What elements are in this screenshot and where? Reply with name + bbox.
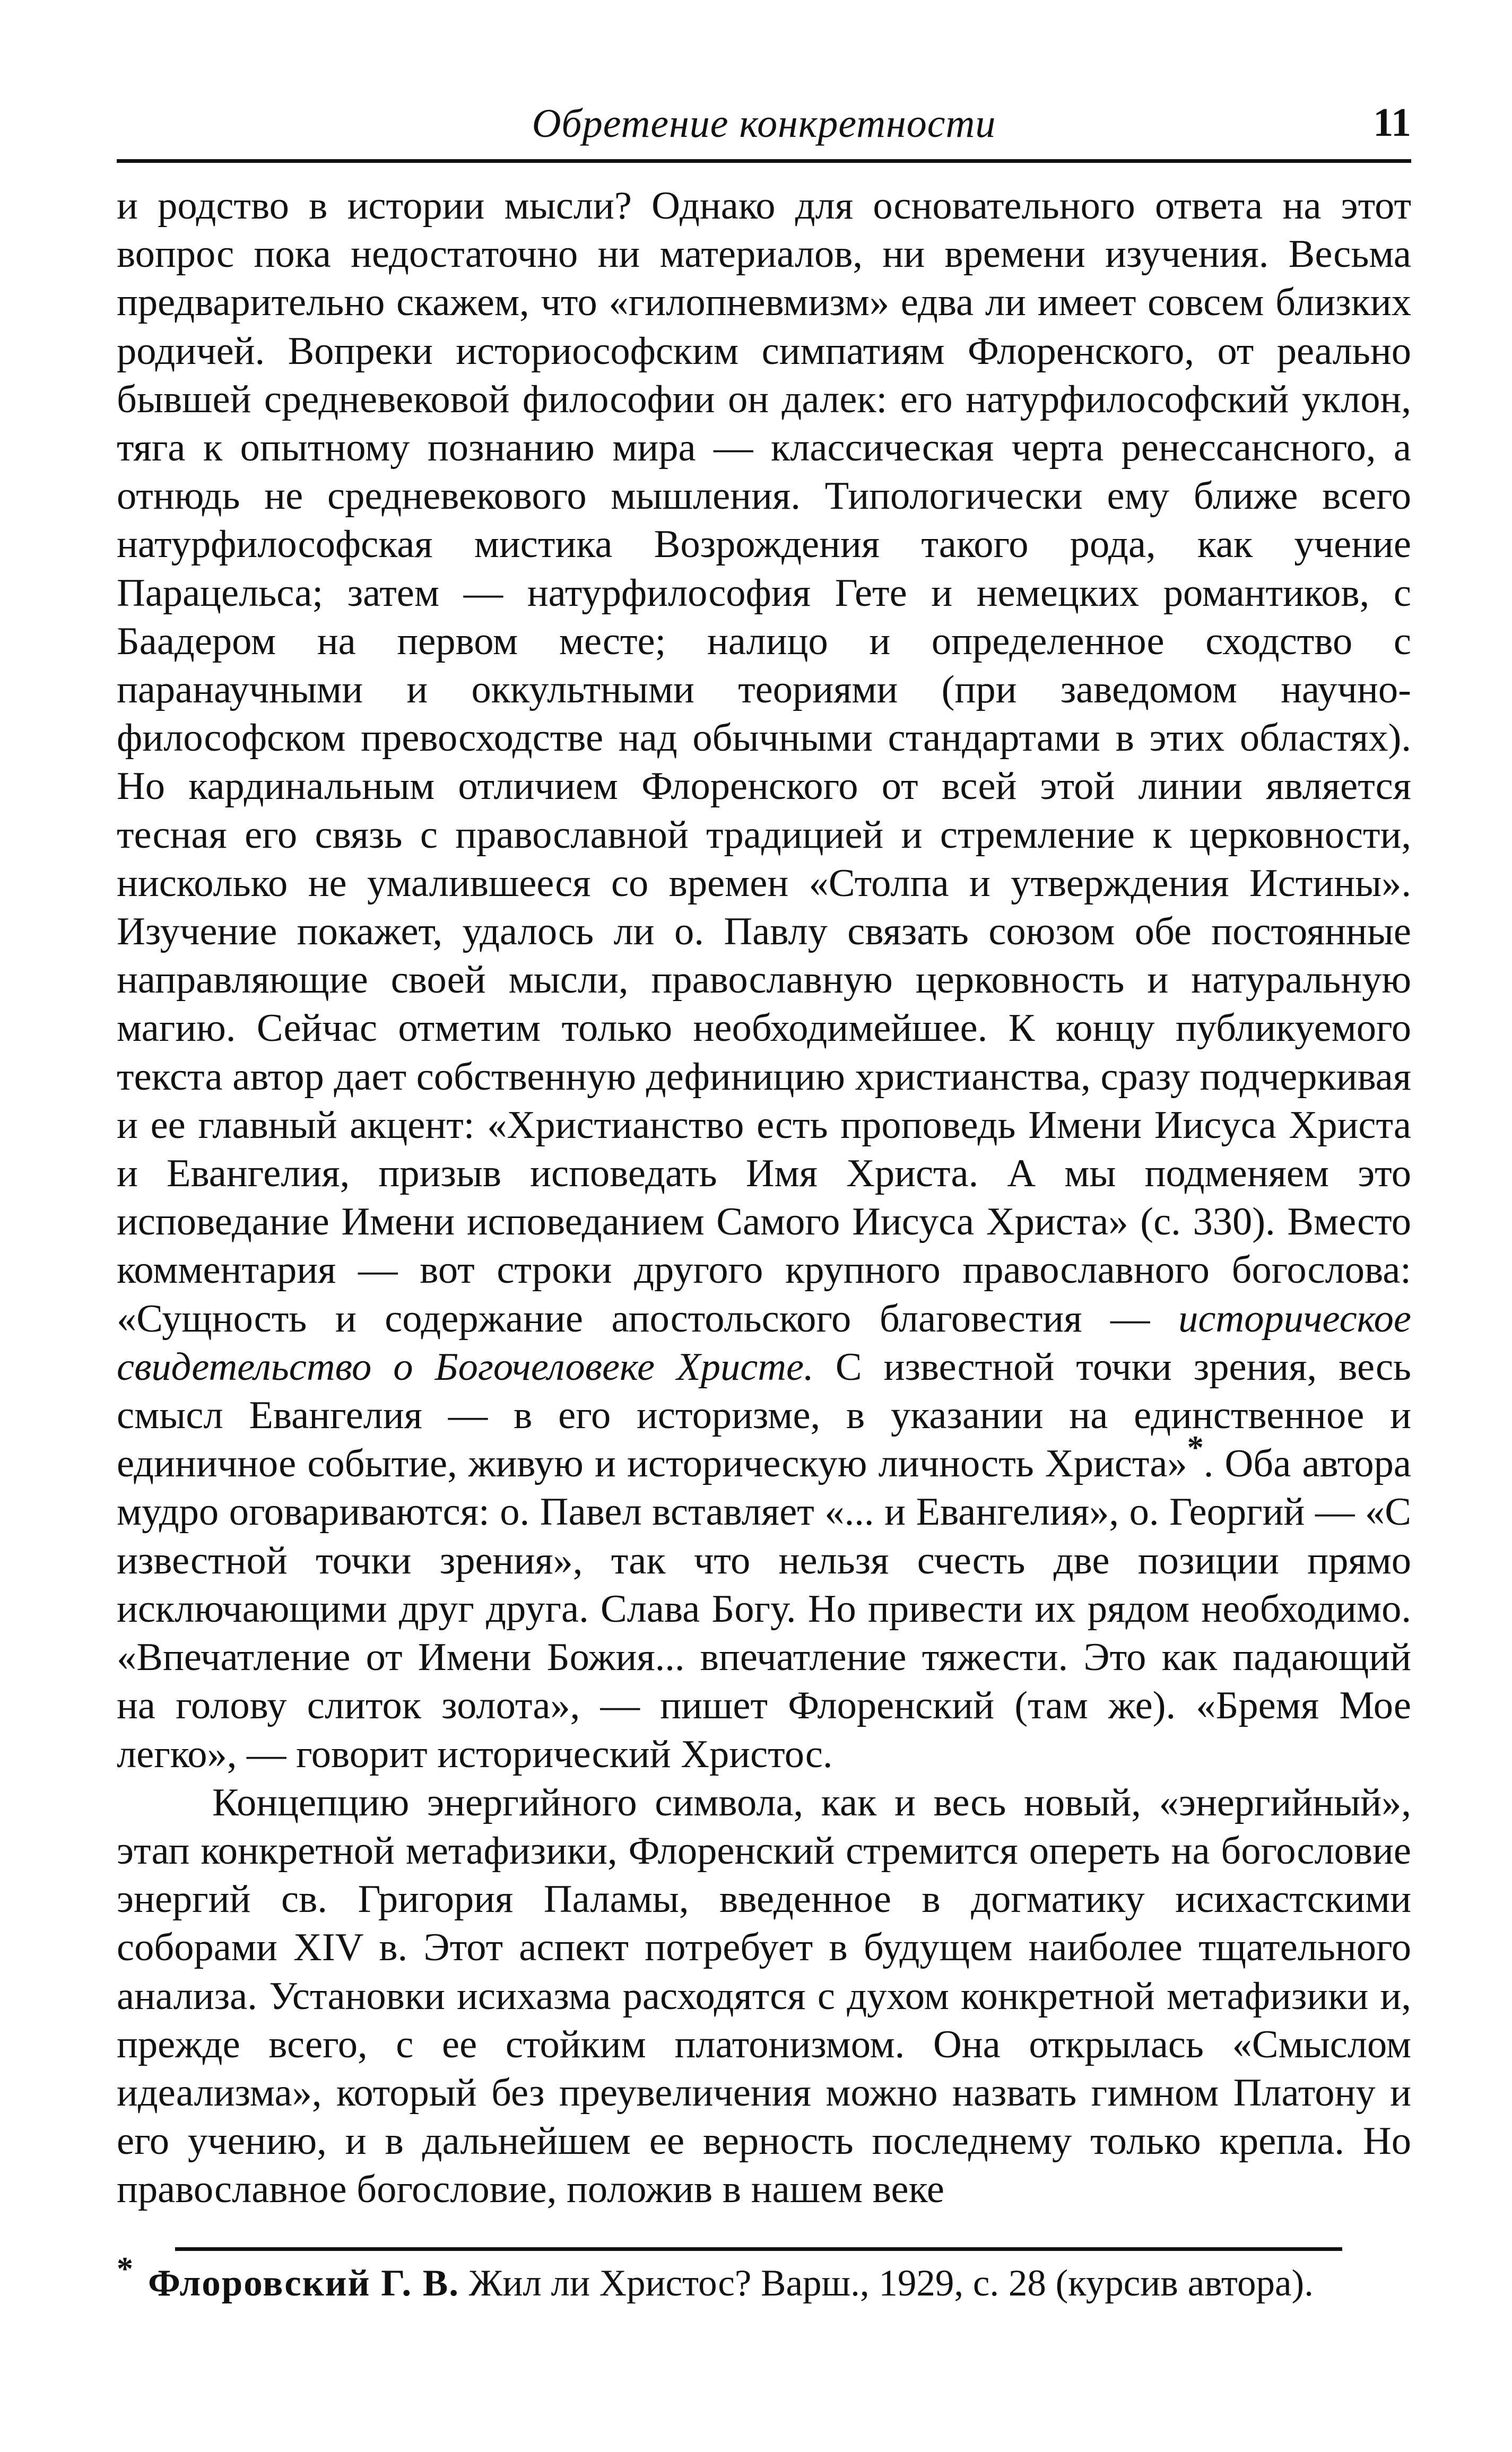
page-number: 11 bbox=[1373, 100, 1411, 145]
footnote bbox=[117, 2250, 1411, 2306]
footnote-citation: Жил ли Христос? Варш., 1929, с. 28 (курсив автора). bbox=[459, 2262, 1314, 2304]
paragraph-1-continuation: . Оба автора мудро оговариваются: о. Павел вставляет «... и Евангелия», о. Георгий — «С известной точки зрения», так что нельзя счесть две позиции прямо исключающими друг друга. Слава Богу. Но привести их рядом необходимо. «Впечатление от Имени Божия... впечатление тяжести. Это как падающий на голову слиток золота», — пишет Флоренский (там же). «Бремя Мое легко», — говорит исторический Христос. bbox=[117, 1442, 1411, 1776]
book-page bbox=[117, 95, 1411, 2393]
footnote-reference[interactable]: * bbox=[1187, 1430, 1204, 1466]
main-text bbox=[117, 182, 1411, 2214]
footnote-divider bbox=[175, 2247, 1342, 2251]
italic-quote: историческое свидетельство о Богочеловеке Христе. bbox=[117, 1297, 1411, 1389]
footnote-author: Флоровский Г. В. bbox=[148, 2262, 459, 2304]
paragraph-1 bbox=[117, 182, 1411, 1779]
running-head bbox=[117, 95, 1411, 163]
paragraph-2: Концепцию энергийного символа, как и весь новый, «энергийный», этап конкретной метафизики, Флоренский стремится опереть на богословие энергий св. Григория Паламы, введенное в догматику исихастскими соборами XIV в. Этот аспект потребует в будущем наиболее тщательного анализа. Установки исихазма расходятся с духом конкретной метафизики и, прежде всего, с ее стойким платонизмом. Она открылась «Смыслом идеализма», который без преувеличения можно назвать гимном Платону и его учению, и в дальнейшем ее верность последнему только крепла. Но православное богословие, положив в нашем веке bbox=[117, 1780, 1411, 2212]
paragraph-1-text: и родство в истории мысли? Однако для основательного ответа на этот вопрос пока недостаточно ни материалов, ни времени изучения. Весьма предварительно скажем, что «гилопневмизм» едва ли имеет совсем близких родичей. Вопреки историософским симпатиям Флоренского, от реально бывшей средневековой философии он далек: его натурфилософский уклон, тяга к опытному познанию мира — классическая черта ренессансного, а отнюдь не средневекового мышления. Типологически ему ближе всего натурфилософская мистика Возрождения такого рода, как учение Парацельса; затем — натурфилософия Гете и немецких романтиков, с Баадером на первом месте; налицо и определенное сходство с паранаучными и оккультными теориями (при заведомом научно-философском превосходстве над обычными стандартами в этих областях). Но кардинальным отличием Флоренского от всей этой линии является тесная его связь с православной традицией и стремление к церковности, нисколько не умалившееся со времен «Столпа и утверждения Истины». Изучение покажет, удалось ли о. Павлу связать союзом обе постоянные направляющие своей мысли, православную церковность и натуральную магию. Сейчас отметим только необходимейшее. К концу публикуемого текста автор дает собственную дефиницию христианства, сразу подчеркивая и ее главный акцент: «Христианство есть проповедь Имени Иисуса Христа и Евангелия, призыв исповедать Имя Христа. А мы подменяем это исповедание Имени исповеданием Самого Иисуса Христа» (с. 330). Вместо комментария — вот строки другого крупного православного богослова: «Сущность и содержание апостольского благовестия — bbox=[117, 184, 1411, 1341]
quote-tail: С известной точки зрения, весь смысл Евангелия — в его историзме, в указании на единственное и единичное событие, живую и историческую личность Христа» bbox=[117, 1345, 1411, 1486]
running-title: Обретение конкретности bbox=[532, 101, 996, 146]
footnote-marker: * bbox=[117, 2250, 133, 2287]
